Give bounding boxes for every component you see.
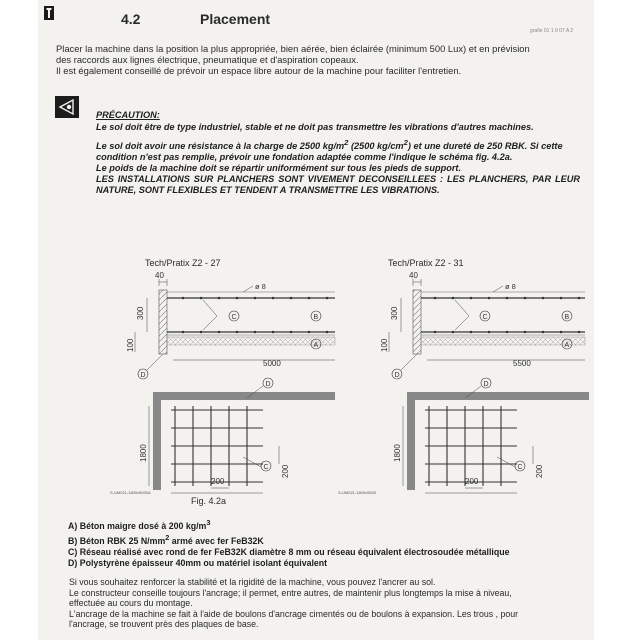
dimension-40: 40: [155, 271, 164, 280]
caution-floor-resistance: Le sol doit avoir une résistance à la charge de 2500 $kg/m^2$ (2500 $kg/cm^2$) et une dureté de 250 RBK. Si cette condition n'est pas remplie, prévoir une fondation adaptée comme l'indique le schéma fig. 4.2a.: [96, 138, 563, 163]
warning-eye-icon: [55, 96, 79, 118]
dimension-100: 100: [380, 338, 389, 352]
anchoring-line: L'ancrage de la machine se fait à l'aide de boulons d'ancrage cimentés ou de boulons à expansion. Les trous , pour: [69, 608, 519, 619]
foundation-diagram: [83, 262, 570, 497]
label-d: D: [394, 372, 400, 379]
dimension-200: 200: [281, 464, 290, 478]
intro-paragraph: [56, 43, 556, 76]
intro-line: Il est également conseillé de prévoir un espace libre autour de la machine pour faciliter l'entretien.: [56, 65, 462, 76]
label-d: D: [265, 381, 271, 388]
label-d: D: [483, 381, 489, 388]
dimension-200: 200: [465, 477, 479, 486]
intro-line: des raccords aux lignes électrique, pneumatique et d'aspiration copeaux.: [56, 54, 359, 65]
dimension-1800: 1800: [139, 444, 148, 462]
anchoring-line: effectuée au cours du montage.: [69, 598, 193, 609]
label-b: B: [313, 314, 319, 321]
manual-page: [38, 0, 594, 640]
right-section-view: [380, 271, 585, 379]
anchoring-line: Le constructeur conseille toujours l'ancrage; il permet, entre autres, de maintenir plus longtemps la mise à niveau,: [69, 587, 512, 598]
dimension-200: 200: [535, 464, 544, 478]
label-d: D: [140, 372, 146, 379]
figure-title-left: Tech/Pratix Z2 - 27: [145, 258, 221, 268]
label-c: C: [231, 314, 237, 321]
wrench-tool-icon: [44, 6, 54, 20]
left-plan-view: [139, 378, 335, 493]
figure-title-right: Tech/Pratix Z2 - 31: [388, 258, 464, 268]
dimension-300: 300: [136, 306, 145, 320]
legend-item-b: B) Béton RBK 25 $N/mm^2$ armé avec fer FeB32K: [68, 532, 264, 546]
document-reference: grafie 01 1 0 07 A 2: [530, 28, 574, 34]
caution-floors-warning: LES INSTALLATIONS SUR PLANCHERS SONT VIVEMENT DECONSEILLEES : LES PLANCHERS, PAR LEUR NATURE, SONT FLEXIBLES ET TENDENT A TRANSMETTRE LES VIBRATIONS.: [96, 174, 580, 196]
dimension-5500: 5500: [513, 359, 531, 368]
anchoring-line: l'ancrage, se trouvent près des plaques de base.: [69, 619, 259, 630]
label-b: B: [564, 314, 570, 321]
legend-item-c: C) Réseau réalisé avec rond de fer FeB32K diamètre 8 mm ou réseau équivalent électrosoudée métallique: [68, 546, 510, 557]
legend-item-a: A) Béton maigre dosé à 200 $kg/m^3$: [68, 518, 211, 531]
figure-code-right: S-UM021-1800x5500: [338, 490, 377, 495]
caution-weight-distribution: Le poids de la machine doit se répartir uniformément sur tous les pieds de support.: [96, 163, 462, 174]
section-title: Placement: [200, 11, 271, 27]
dimension-1800: 1800: [393, 444, 402, 462]
intro-line: Placer la machine dans la position la plus appropriée, bien aérée, bien éclairée (minimum 500 Lux) et en prévision: [56, 43, 530, 54]
dimension-40: 40: [409, 271, 418, 280]
caution-floor-type: Le sol doit être de type industriel, stable et ne doit pas transmettre les vibrations d'autres machines.: [96, 122, 534, 132]
caution-heading: PRÉCAUTION:: [96, 110, 160, 120]
bar-diameter-label: ø 8: [255, 282, 266, 291]
label-a: A: [313, 342, 319, 349]
label-c: C: [263, 464, 269, 471]
dimension-300: 300: [390, 306, 399, 320]
label-a: A: [564, 342, 570, 349]
legend-item-d: D) Polystyrène épaisseur 40mm ou matériel isolant équivalent: [68, 557, 328, 568]
dimension-100: 100: [126, 338, 135, 352]
dimension-5000: 5000: [263, 359, 281, 368]
bar-diameter-label: ø 8: [505, 282, 516, 291]
caution-block: [96, 110, 580, 196]
section-number: 4.2: [121, 11, 141, 27]
label-c: C: [482, 314, 488, 321]
legend-list: [68, 517, 509, 569]
dimension-200: 200: [211, 477, 225, 486]
left-section-view: [126, 271, 335, 379]
anchoring-line: Si vous souhaitez renforcer la stabilité et la rigidité de la machine, vous pouvez l'ancrer au sol.: [69, 577, 436, 587]
figure-caption: Fig. 4.2a: [191, 496, 227, 506]
label-c: C: [517, 464, 523, 471]
anchoring-paragraph: [69, 577, 589, 630]
figure-code-left: S-UM021-1800x5000A: [110, 490, 151, 495]
right-plan-view: [393, 378, 589, 493]
